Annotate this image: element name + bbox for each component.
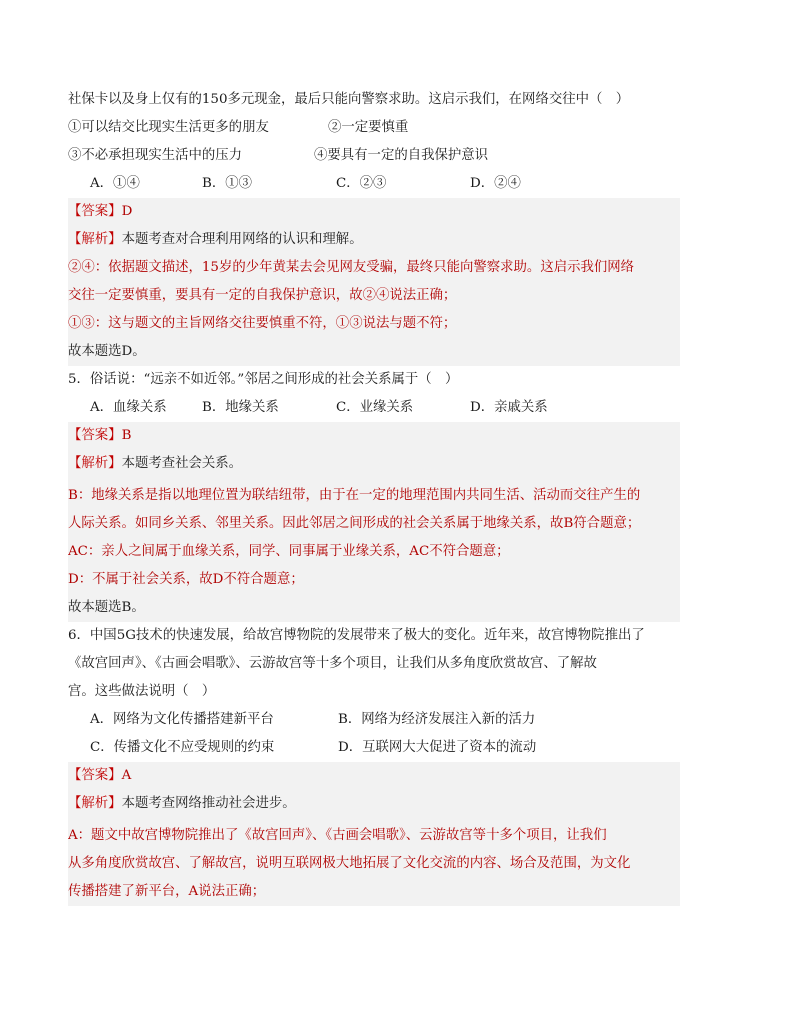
document-page [68, 86, 680, 906]
q6-analysis-line-2: 从多角度欣赏故宫、了解故宫，说明互联网极大地拓展了文化交流的内容、场合及范围，为文化 [68, 856, 631, 871]
q6-answer-block [68, 762, 680, 906]
q4-conclusion: 故本题选D。 [68, 344, 146, 359]
q5-analysis-line-2: 人际关系。如同乡关系、邻里关系。因此邻居之间形成的社会关系属于地缘关系，故B符合题意； [68, 516, 641, 531]
q6-option-d: D．互联网大大促进了资本的流动 [338, 740, 537, 755]
q5-analysis-intro: 【解析】本题考查社会关系。 [68, 456, 243, 471]
q5-stem: 5．俗话说：“远亲不如近邻。”邻居之间形成的社会关系属于（ ） [68, 372, 459, 387]
q6-options-row-2 [68, 734, 680, 762]
q4-statement-1: ①可以结交比现实生活更多的朋友 [68, 120, 269, 135]
q4-statement-2: ②一定要慎重 [328, 120, 409, 135]
q4-statements-row-1 [68, 114, 680, 142]
q6-analysis-line-1: A：题文中故宫博物院推出了《故宫回声》、《古画会唱歌》、云游故宫等十多个项目，让我们 [68, 828, 607, 843]
q6-analysis-line-3: 传播搭建了新平台，A说法正确； [68, 884, 266, 899]
q4-statement-4: ④要具有一定的自我保护意识 [314, 148, 489, 163]
answer-tag: 【答案】 [68, 428, 122, 443]
q5-option-a: A．血缘关系 [90, 400, 167, 415]
q6-answer [68, 762, 680, 790]
q5-option-d: D．亲戚关系 [470, 400, 548, 415]
q4-answer-block [68, 198, 680, 366]
q6-options-row-1 [68, 706, 680, 734]
q6-stem-line-3: 宫。这些做法说明（ ） [68, 684, 216, 699]
q5-analysis-line-1: B：地缘关系是指以地理位置为联结纽带，由于在一定的地理范围内共同生活、活动而交往产生的 [68, 488, 641, 503]
q5-conclusion: 故本题选B。 [68, 600, 145, 615]
q4-analysis-intro: 【解析】本题考查对合理利用网络的认识和理解。 [68, 232, 363, 247]
q4-option-b: B．①③ [202, 176, 253, 191]
answer-value: D [121, 204, 133, 219]
answer-value: B [121, 428, 132, 443]
q5-analysis-line-3: AC：亲人之间属于血缘关系，同学、同事属于业缘关系，AC不符合题意； [68, 544, 510, 559]
q4-statements-row-2 [68, 142, 680, 170]
q5-option-b: B．地缘关系 [202, 400, 279, 415]
q5-options [68, 394, 680, 422]
q4-analysis-line-2: 交往一定要慎重，要具有一定的自我保护意识，故②④说法正确； [68, 288, 457, 303]
q5-analysis-line-4: D：不属于社会关系，故D不符合题意； [68, 572, 304, 587]
q4-analysis-line-1: ②④：依据题文描述，15岁的少年黄某去会见网友受骗，最终只能向警察求助。这启示我们网络 [68, 260, 635, 275]
answer-tag: 【答案】 [68, 204, 122, 219]
q6-option-b: B．网络为经济发展注入新的活力 [338, 712, 536, 727]
q6-stem-line-1: 6．中国5G技术的快速发展，给故宫博物院的发展带来了极大的变化。近年来，故宫博物院推出了 [68, 628, 645, 643]
answer-value: A [121, 768, 132, 783]
q6-option-a: A．网络为文化传播搭建新平台 [90, 712, 274, 727]
q5-answer-block [68, 422, 680, 622]
analysis-tag: 【解析】 [68, 232, 122, 247]
q4-option-a: A．①④ [90, 176, 140, 191]
q5-option-c: C．业缘关系 [336, 400, 414, 415]
q4-answer [68, 198, 680, 226]
q4-statement-3: ③不必承担现实生活中的压力 [68, 148, 243, 163]
q6-stem-line-2: 《故宫回声》、《古画会唱歌》、云游故宫等十多个项目，让我们从多角度欣赏故宫、了解故 [68, 656, 597, 671]
q6-analysis-intro: 【解析】本题考查网络推动社会进步。 [68, 796, 296, 811]
analysis-tag: 【解析】 [68, 456, 122, 471]
q4-option-d: D．②④ [470, 176, 521, 191]
answer-tag: 【答案】 [68, 768, 122, 783]
q4-analysis-line-3: ①③：这与题文的主旨网络交往要慎重不符，①③说法与题不符； [68, 316, 457, 331]
analysis-tag: 【解析】 [68, 796, 122, 811]
q6-option-c: C．传播文化不应受规则的约束 [90, 740, 275, 755]
q4-option-c: C．②③ [336, 176, 387, 191]
q5-answer [68, 422, 680, 450]
q4-stem: 社保卡以及身上仅有的150多元现金，最后只能向警察求助。这启示我们，在网络交往中（ ） [68, 92, 630, 107]
q4-options [68, 170, 680, 198]
